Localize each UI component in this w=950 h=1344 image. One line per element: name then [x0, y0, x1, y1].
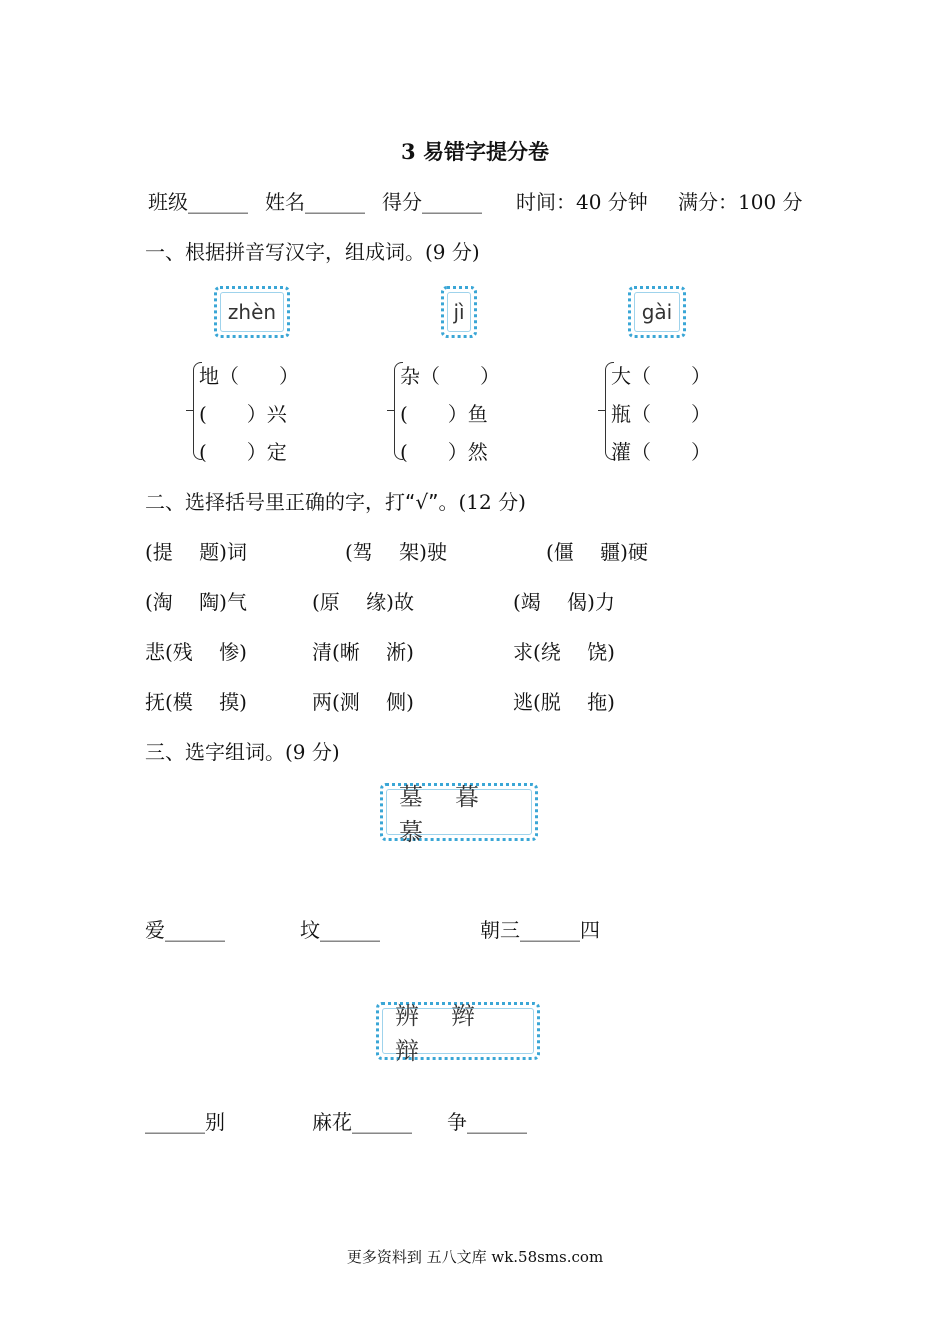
time-info: 时间：40 分钟 [516, 190, 648, 214]
choice-4-1: 抚(模 摸) [145, 690, 247, 714]
fill-1-3: 朝三______四 [480, 918, 600, 942]
char-box-1-char-3: 慕 [399, 818, 423, 846]
choice-2-2: (原 缘)故 [312, 590, 414, 614]
choice-1-2: (驾 架)驶 [345, 540, 447, 564]
choice-1-1: (提 题)词 [145, 540, 247, 564]
section-2-points: (12 分) [458, 490, 526, 514]
score-field: 得分______ [382, 190, 482, 214]
group-1-line-3: ( ）定 [199, 440, 287, 464]
fill-1-2: 坟______ [300, 918, 380, 942]
footer-text: 更多资料到 五八文库 wk.58sms.com [346, 1248, 604, 1266]
group-1-line-2: ( ）兴 [199, 402, 287, 426]
pinyin-2: jì [453, 300, 465, 324]
group-1-line-1: 地（ ） [199, 364, 299, 388]
section-3-label: 三、选字组词。 [145, 740, 285, 764]
pinyin-frame-2 [441, 286, 477, 338]
char-box-2-char-3: 辩 [395, 1037, 419, 1065]
char-box-1-char-1: 墓 [399, 783, 423, 811]
choice-4-2: 两(测 侧) [312, 690, 414, 714]
pinyin-1: zhèn [227, 300, 277, 324]
group-2-line-2: ( ）鱼 [400, 402, 488, 426]
group-2-line-1: 杂（ ） [400, 364, 500, 388]
group-3-line-1: 大（ ） [611, 364, 711, 388]
section-3-heading [145, 736, 340, 765]
char-box-1-char-2: 暮 [455, 783, 479, 811]
section-3-points: (9 分) [285, 740, 340, 764]
pinyin-frame-3 [628, 286, 686, 338]
choice-1-3: (僵 疆)硬 [546, 540, 648, 564]
choice-3-2: 清(晰 淅) [312, 640, 414, 664]
full-score-info: 满分：100 分 [678, 190, 803, 214]
section-2-label: 二、选择括号里正确的字，打“√”。 [145, 490, 459, 514]
section-1-points: (9 分) [425, 240, 480, 264]
class-field: 班级______ [148, 190, 248, 214]
group-3-line-3: 灌（ ） [611, 440, 711, 464]
fill-2-3: 争______ [447, 1110, 527, 1134]
section-1-heading [145, 236, 480, 265]
pinyin-3: gài [641, 300, 673, 324]
fill-1-1: 爱______ [145, 918, 225, 942]
section-1-label: 一、根据拼音写汉字，组成词。 [145, 240, 425, 264]
fill-2-1: ______别 [145, 1110, 225, 1134]
page-title: 3 易错字提分卷 [401, 139, 549, 164]
group-3-line-2: 瓶（ ） [611, 402, 711, 426]
choice-2-1: (淘 陶)气 [145, 590, 247, 614]
name-field: 姓名______ [265, 190, 365, 214]
char-box-1 [380, 783, 538, 846]
pinyin-frame-1 [214, 286, 290, 338]
choice-3-3: 求(绕 饶) [513, 640, 615, 664]
choice-3-1: 悲(残 惨) [145, 640, 247, 664]
section-2-heading [145, 486, 526, 515]
char-box-2 [376, 1002, 540, 1065]
char-box-2-char-1: 辨 [395, 1002, 419, 1030]
char-box-2-char-2: 辫 [451, 1002, 475, 1030]
choice-2-3: (竭 偈)力 [513, 590, 615, 614]
choice-4-3: 逃(脱 拖) [513, 690, 615, 714]
group-2-line-3: ( ）然 [400, 440, 488, 464]
fill-2-2: 麻花______ [312, 1110, 412, 1134]
